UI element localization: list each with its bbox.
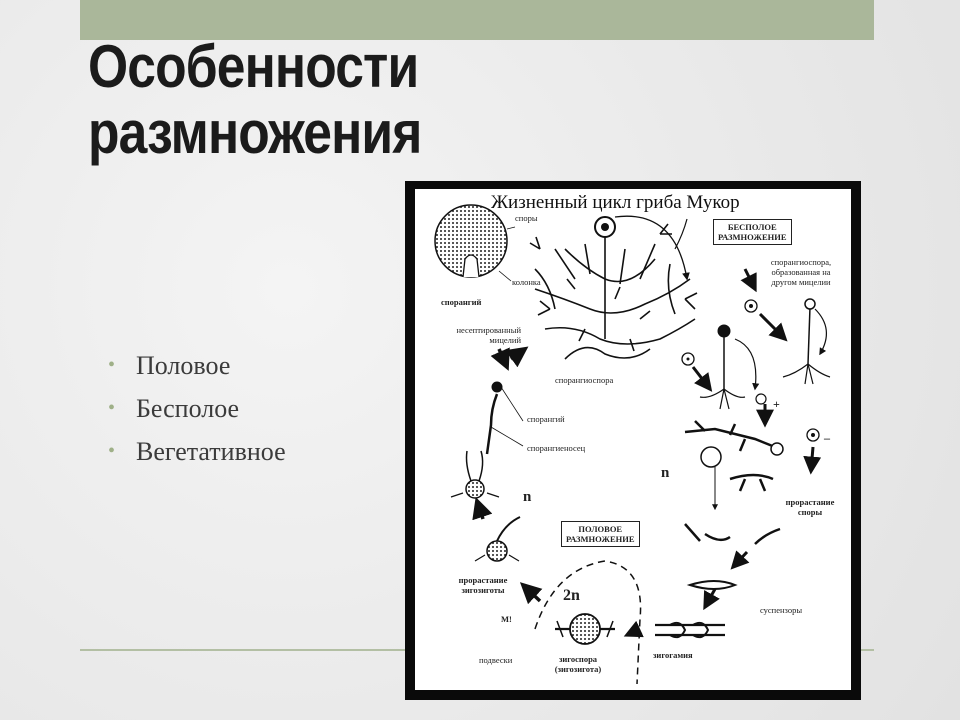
sporangium-core [601,223,609,231]
bullet-item [106,387,286,430]
bullet-dot-icon: • [108,354,116,376]
asexual-reproduction-box: БЕСПОЛОЕ РАЗМНОЖЕНИЕ [713,219,792,245]
bullet-list [106,344,286,473]
label-spores: споры [515,213,538,223]
bullet-text: Бесполое [136,394,240,423]
mycelium-drawing [530,219,697,359]
label-spore-germination: прорастание споры [785,497,835,517]
label-suspensors-right: суспензоры [760,605,803,615]
label-m-mark: М! [501,614,512,624]
bullet-dot-icon: • [108,440,116,462]
label-sporangium-mid: спорангий [527,414,565,424]
ploidy-2n: 2n [563,587,580,604]
bullet-text: Половое [136,351,231,380]
bullet-text: Вегетативное [136,437,286,466]
slide-title-line-1: Особенности [88,33,419,100]
label-suspensors-left: подвески [479,655,513,665]
label-other-mycelium-spore: спорангиоспора, образованная на другом мицелии [770,257,832,287]
label-columella: колонка [512,277,541,287]
figure-title: Жизненный цикл гриба Мукор [491,192,740,213]
label-sporangiospore: спорангиоспора [555,375,614,385]
label-zygote-germination: прорастание зигозиготы [458,575,508,595]
sign-plus: + [773,397,780,411]
bullet-item [106,430,286,473]
zygote-germination [451,349,525,561]
sign-minus: – [824,431,830,445]
lifecycle-figure-frame [405,181,861,700]
ploidy-n-left: n [523,489,532,505]
label-nonseptate-mycelium: несептированный мицелий [456,325,521,345]
asexual-branch [700,269,830,471]
lifecycle-figure [415,189,851,690]
label-sporangiophore: спорангиеносец [527,443,586,453]
label-zygogamy: зигогамия [653,650,693,660]
sporangium-drawing [435,205,515,281]
slide-title-line-2: размножения [88,99,422,166]
bullet-item [106,344,286,387]
sexual-reproduction-box: ПОЛОВОЕ РАЗМНОЖЕНИЕ [561,521,640,547]
ploidy-n-right: n [661,465,670,481]
bullet-dot-icon: • [108,397,116,419]
slide-title [88,34,535,166]
label-zygospore: зигоспора (зигозигота) [554,654,602,674]
label-sporangium-top: спорангий [441,297,482,307]
